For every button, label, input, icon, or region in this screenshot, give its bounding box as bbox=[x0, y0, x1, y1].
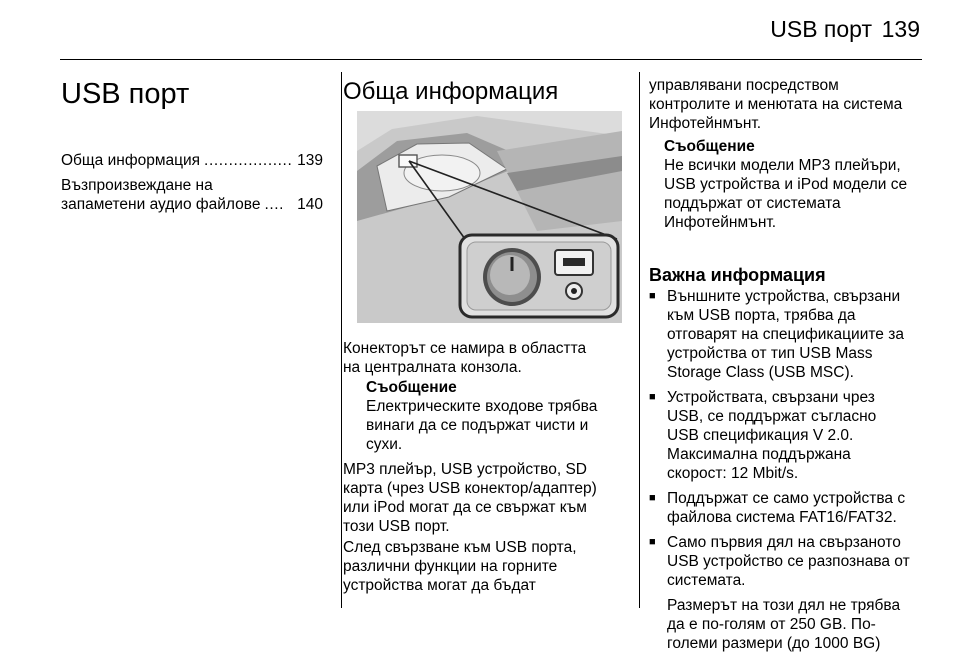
text-line: различни функции на горните bbox=[343, 558, 558, 575]
toc-entry-label: Обща информация bbox=[61, 152, 201, 169]
running-header-title: USB порт bbox=[770, 16, 872, 42]
text-line: MP3 плейър, USB устройство, SD bbox=[343, 461, 587, 478]
text-line: USB устройства и iPod модели се bbox=[664, 176, 908, 193]
paragraph bbox=[343, 538, 633, 595]
note-box bbox=[664, 137, 928, 232]
text-line: ■ Само първия дял на свързаното bbox=[667, 534, 901, 551]
text-line: USB, се поддържат съгласно bbox=[667, 408, 877, 425]
toc-entry-label: запаметени аудио файлове bbox=[61, 196, 261, 213]
paragraph-continued bbox=[649, 76, 929, 133]
text-line: Инфотейнмънт. bbox=[649, 115, 762, 132]
note-box bbox=[366, 378, 636, 454]
text-line: поддържат от системата bbox=[664, 195, 841, 212]
text-line: Инфотейнмънт. bbox=[664, 214, 777, 231]
bullet-list bbox=[649, 287, 925, 653]
subsection-title: Важна информация bbox=[649, 265, 826, 285]
text-line: сухи. bbox=[366, 436, 403, 453]
toc-entry-label: Възпроизвеждане на bbox=[61, 177, 213, 194]
text-line: устройства от тип USB Mass bbox=[667, 345, 873, 362]
text-line: на централната конзола. bbox=[343, 359, 522, 376]
list-item bbox=[649, 533, 925, 590]
text-line: контролите и менютата на система bbox=[649, 96, 903, 113]
text-line: към USB порта, трябва да bbox=[667, 307, 856, 324]
note-title: Съобщение bbox=[664, 138, 755, 155]
header-rule bbox=[60, 59, 922, 60]
text-line: След свързване към USB порта, bbox=[343, 539, 577, 556]
text-line: или iPod могат да се свържат към bbox=[343, 499, 587, 516]
column-divider-left bbox=[341, 72, 342, 608]
text-line: файлова система FAT16/FAT32. bbox=[667, 509, 897, 526]
toc-entry-page: 139 bbox=[297, 152, 323, 169]
text-line: отговарят на спецификациите за bbox=[667, 326, 904, 343]
text-line: карта (чрез USB конектор/адаптер) bbox=[343, 480, 597, 497]
text-line: USB спецификация V 2.0. bbox=[667, 427, 854, 444]
text-line: USB устройство се разпознава от bbox=[667, 553, 910, 570]
chapter-title: USB порт bbox=[61, 78, 190, 110]
toc-entry-page: 140 bbox=[297, 196, 323, 213]
text-line: системата. bbox=[667, 572, 746, 589]
usb-port-photo bbox=[357, 111, 622, 323]
text-line: Размерът на този дял не трябва bbox=[667, 597, 901, 614]
text-line: управлявани посредством bbox=[649, 77, 839, 94]
text-line: ■ Устройствата, свързани чрез bbox=[667, 389, 875, 406]
text-line: големи размери (до 1000 BG) bbox=[667, 635, 881, 652]
note-title: Съобщение bbox=[366, 379, 457, 396]
toc-entry[interactable] bbox=[61, 176, 323, 214]
text-line: Не всички модели MP3 плейъри, bbox=[664, 157, 901, 174]
page-number: 139 bbox=[881, 16, 920, 42]
list-item-continuation bbox=[649, 596, 925, 653]
text-line: устройства могат да бъдат bbox=[343, 577, 536, 594]
text-line: ■ Външните устройства, свързани bbox=[667, 288, 901, 305]
text-line: този USB порт. bbox=[343, 518, 450, 535]
image-caption bbox=[343, 339, 633, 377]
text-line: скорост: 12 Mbit/s. bbox=[667, 465, 799, 482]
text-line: Storage Class (USB MSC). bbox=[667, 364, 854, 381]
toc-leader: .... bbox=[264, 196, 285, 213]
text-line: винаги да се подържат чисти и bbox=[366, 417, 589, 434]
text-line: Конекторът се намира в областта bbox=[343, 340, 587, 357]
toc-entry[interactable] bbox=[61, 151, 323, 170]
text-line: да е по-голям от 250 GB. По- bbox=[667, 616, 876, 633]
text-line: Максимална поддържана bbox=[667, 446, 851, 463]
toc-leader: .................. bbox=[204, 152, 293, 169]
text-line: ■ Поддържат се само устройства с bbox=[667, 490, 906, 507]
list-item bbox=[649, 489, 925, 527]
list-item bbox=[649, 287, 925, 382]
section-title: Обща информация bbox=[343, 78, 559, 105]
column-divider-right bbox=[639, 72, 640, 608]
paragraph bbox=[343, 460, 639, 536]
text-line: Електрическите входове трябва bbox=[366, 398, 598, 415]
list-item bbox=[649, 388, 925, 483]
